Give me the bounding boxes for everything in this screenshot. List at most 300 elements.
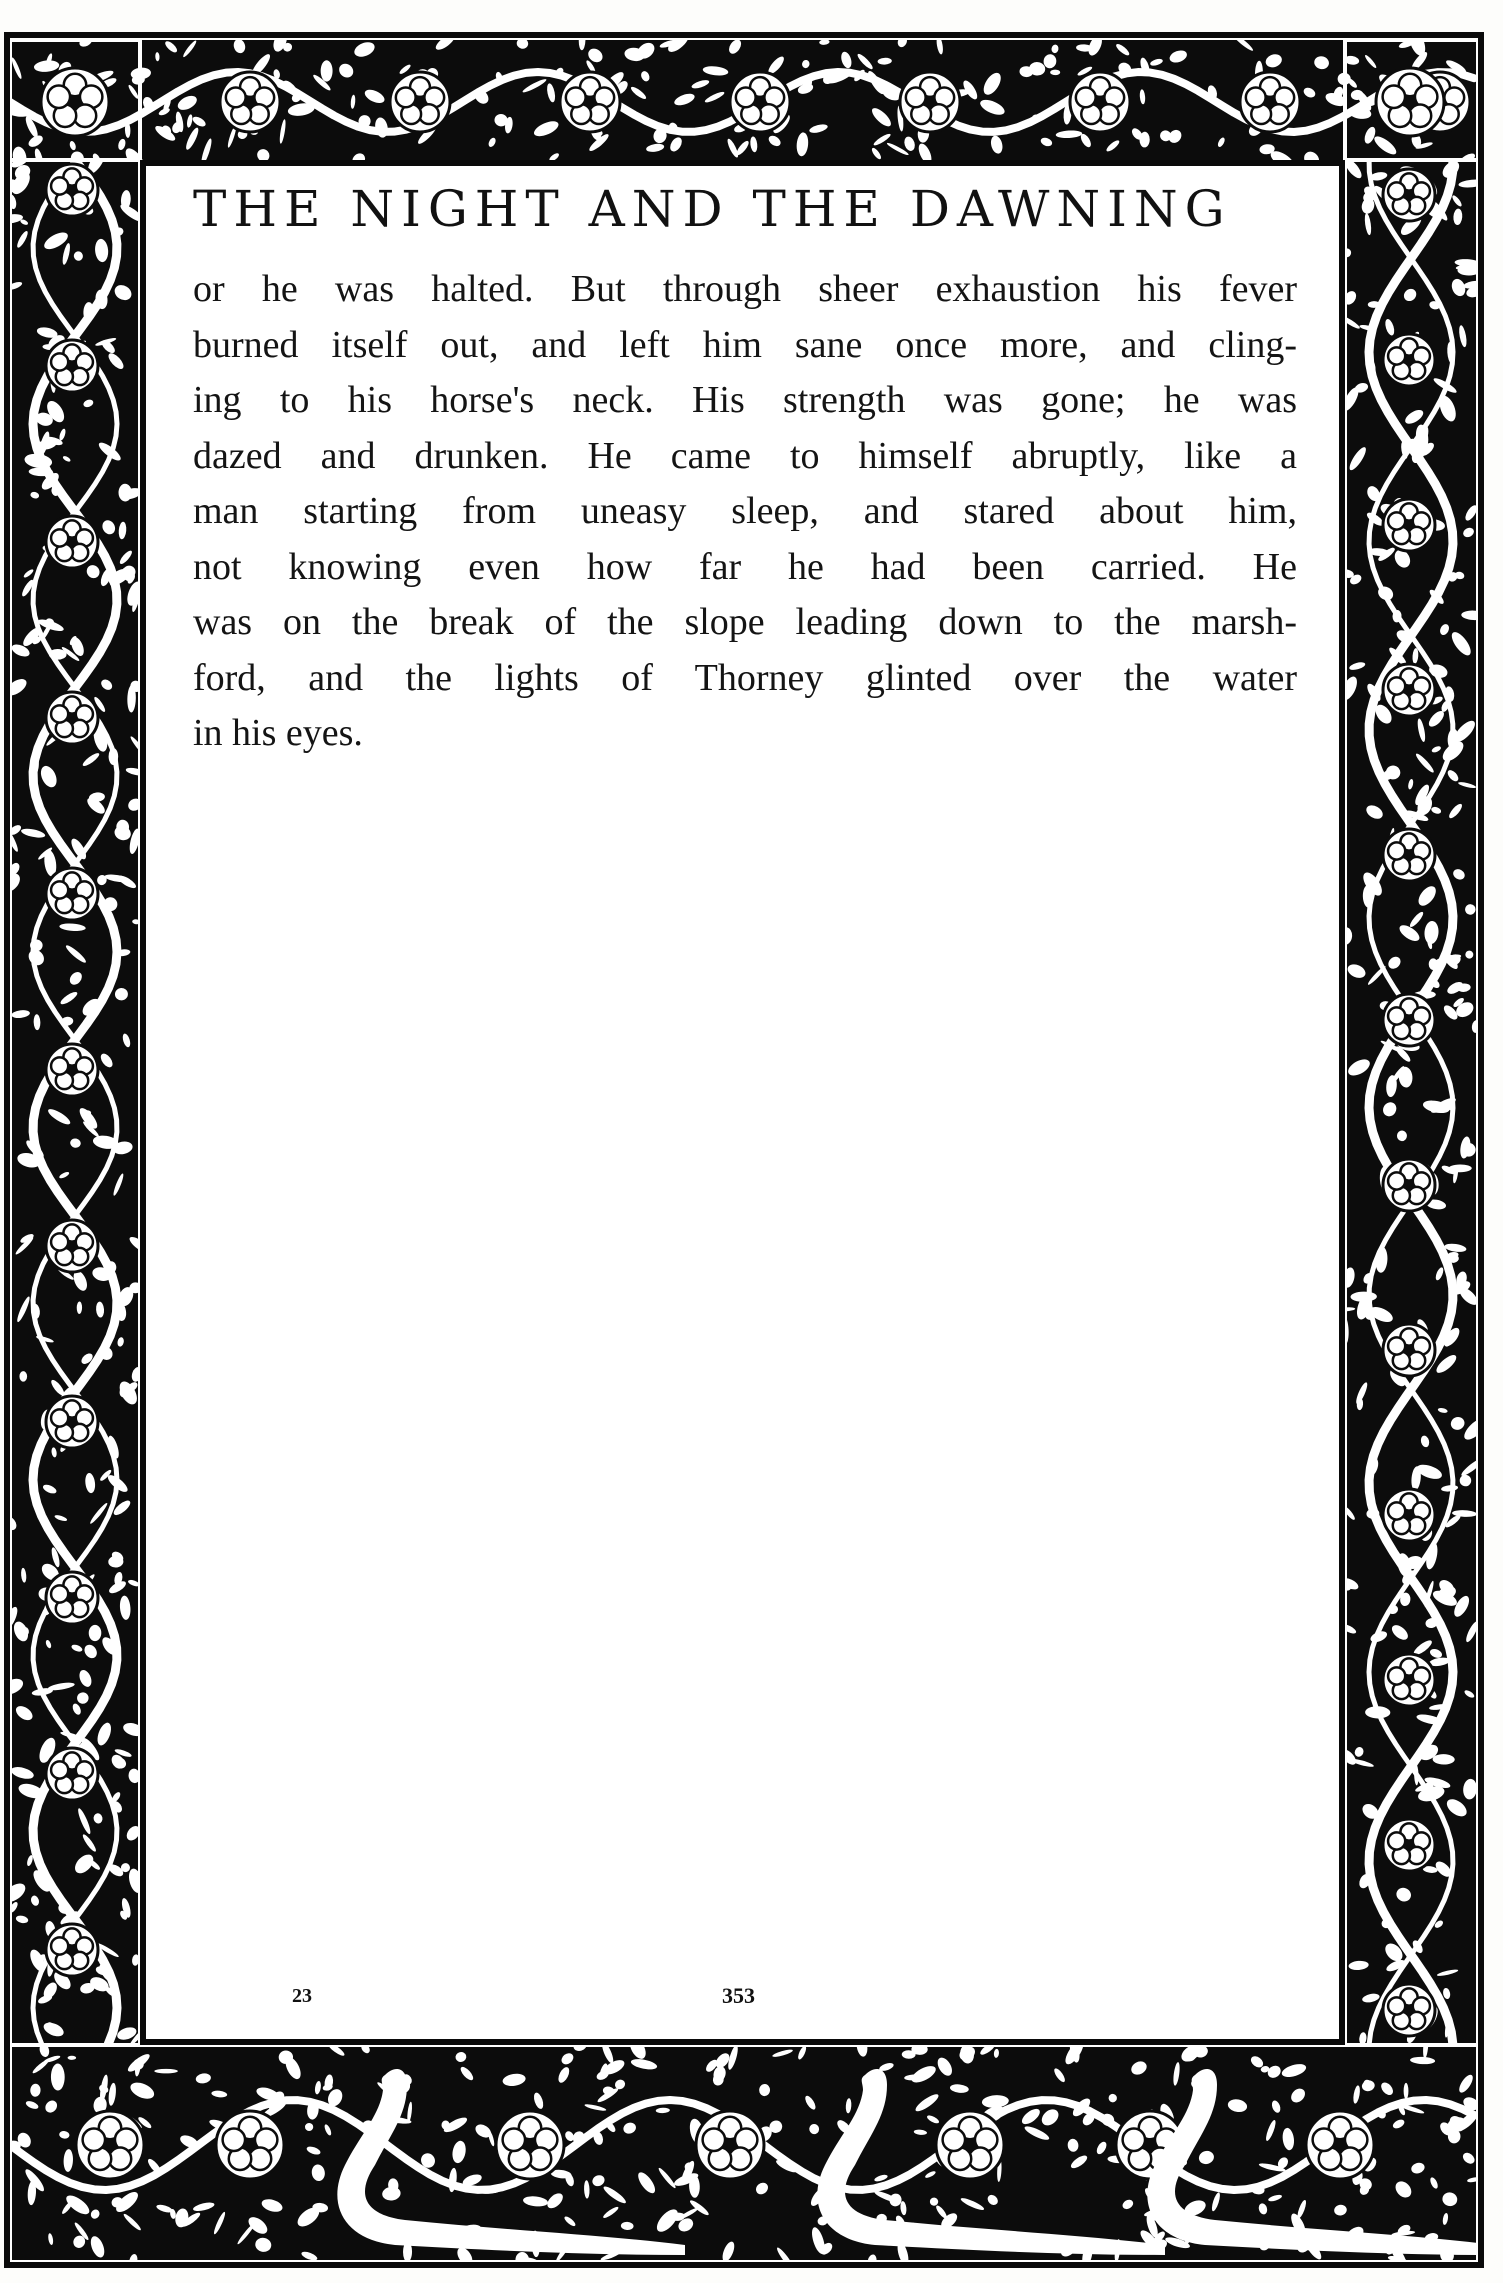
leaf-icon: [1139, 89, 1145, 104]
text-line: ford, and the lights of Thorney glinted over the water: [193, 656, 1297, 699]
leaf-icon: [1364, 213, 1373, 236]
leaf-icon: [76, 1807, 92, 1835]
leaf-icon: [926, 2114, 940, 2125]
rosette-icon: [220, 72, 280, 132]
leaf-icon: [935, 2055, 955, 2078]
leaf-icon: [30, 491, 40, 500]
leaf-icon: [1333, 2204, 1347, 2217]
leaf-icon: [1437, 1968, 1459, 1977]
leaf-icon: [121, 1033, 131, 1048]
leaf-icon: [1345, 314, 1361, 330]
leaf-icon: [630, 2057, 658, 2071]
leaf-icon: [77, 1301, 83, 1314]
leaf-icon: [59, 990, 79, 1006]
leaf-icon: [279, 119, 287, 144]
leaf-icon: [978, 97, 1007, 118]
leaf-icon: [673, 91, 696, 107]
leaf-icon: [726, 138, 740, 159]
leaf-icon: [935, 40, 944, 55]
leaf-icon: [42, 1483, 58, 1495]
leaf-icon: [1265, 2063, 1283, 2080]
rosette-icon: [560, 72, 620, 132]
leaf-icon: [1129, 2059, 1149, 2077]
leaf-icon: [59, 2130, 70, 2139]
leaf-icon: [33, 1014, 40, 1030]
leaf-icon: [454, 2051, 467, 2063]
leaf-icon: [1364, 54, 1378, 69]
leaf-icon: [1095, 2140, 1109, 2156]
leaf-icon: [112, 1173, 125, 1197]
rosette-icon: [46, 1396, 98, 1448]
leaf-icon: [1401, 286, 1418, 303]
leaf-icon: [556, 2065, 571, 2084]
leaf-icon: [1404, 2083, 1409, 2099]
leaf-icon: [704, 90, 726, 104]
leaf-icon: [184, 126, 201, 151]
rosette-icon: [1383, 994, 1435, 1046]
rosette-icon: [46, 1044, 98, 1096]
leaf-icon: [336, 61, 356, 80]
leaf-icon: [1172, 2062, 1181, 2086]
leaf-icon: [629, 85, 647, 101]
running-title: THE NIGHT AND THE DAWNING: [193, 180, 1232, 238]
leaf-icon: [1408, 910, 1425, 928]
leaf-icon: [1460, 1456, 1478, 1478]
text-line: in his eyes.: [193, 712, 363, 754]
leaf-icon: [532, 118, 561, 139]
rosette-icon: [1306, 2111, 1374, 2179]
leaf-icon: [43, 2098, 59, 2115]
leaf-icon: [321, 60, 333, 81]
leaf-icon: [1363, 125, 1378, 145]
rosette-icon: [46, 1572, 98, 1624]
leaf-icon: [68, 2056, 77, 2060]
leaf-icon: [10, 213, 24, 226]
leaf-icon: [960, 2196, 986, 2212]
leaf-icon: [1422, 2045, 1429, 2059]
leaf-icon: [61, 243, 71, 266]
leaf-icon: [211, 2090, 227, 2098]
leaf-icon: [246, 2214, 271, 2237]
leaf-icon: [1442, 2213, 1449, 2226]
leaf-icon: [1264, 2119, 1277, 2142]
leaf-icon: [19, 1371, 27, 1382]
leaf-icon: [58, 428, 66, 441]
leaf-icon: [99, 677, 114, 692]
rosette-icon: [696, 2111, 764, 2179]
leaf-icon: [118, 521, 127, 539]
leaf-icon: [89, 2208, 101, 2220]
leaf-icon: [1454, 258, 1478, 267]
leaf-icon: [1364, 803, 1385, 822]
leaf-icon: [1230, 40, 1254, 52]
leaf-icon: [54, 1514, 68, 1522]
leaf-icon: [639, 70, 651, 83]
leaf-icon: [191, 115, 207, 129]
leaf-icon: [559, 2051, 575, 2067]
leaf-icon: [521, 77, 547, 94]
leaf-icon: [1462, 1778, 1478, 1800]
leaf-icon: [1270, 2099, 1282, 2114]
leaf-icon: [600, 2045, 615, 2065]
leaf-icon: [796, 132, 810, 157]
leaf-icon: [1431, 745, 1442, 754]
leaf-icon: [1434, 1266, 1445, 1281]
leaf-icon: [657, 2166, 677, 2189]
leaf-icon: [260, 2197, 284, 2214]
leaf-icon: [1397, 1130, 1407, 1141]
leaf-icon: [77, 1668, 94, 1688]
leaf-icon: [1464, 949, 1475, 960]
leaf-icon: [236, 2221, 257, 2245]
leaf-icon: [62, 455, 71, 463]
leaf-icon: [1462, 526, 1476, 539]
leaf-icon: [1347, 445, 1369, 472]
leaf-icon: [668, 135, 684, 153]
leaf-icon: [916, 142, 934, 160]
leaf-icon: [622, 2121, 638, 2136]
leaf-icon: [30, 2084, 41, 2097]
text-line: not knowing even how far he had been carried. He: [193, 545, 1297, 588]
leaf-icon: [646, 143, 665, 153]
leaf-icon: [1410, 2056, 1435, 2064]
leaf-icon: [459, 2065, 476, 2082]
rosette-icon: [936, 2111, 1004, 2179]
leaf-icon: [11, 1009, 30, 1019]
leaf-icon: [950, 2083, 970, 2093]
leaf-icon: [89, 1625, 102, 1641]
leaf-icon: [487, 137, 497, 148]
rosette-icon: [1383, 334, 1435, 386]
leaf-icon: [720, 2240, 736, 2262]
leaf-icon: [1403, 407, 1426, 426]
leaf-icon: [1441, 1484, 1459, 1492]
leaf-icon: [108, 2083, 117, 2107]
leaf-icon: [163, 40, 178, 54]
leaf-icon: [175, 93, 199, 113]
leaf-icon: [980, 70, 1004, 98]
leaf-icon: [10, 1676, 26, 1698]
leaf-icon: [545, 2191, 566, 2212]
leaf-icon: [702, 65, 728, 77]
leaf-icon: [1353, 1746, 1365, 1758]
leaf-icon: [1463, 1689, 1475, 1699]
leaf-icon: [69, 1137, 82, 1149]
leaf-icon: [45, 1639, 52, 1649]
leaf-icon: [1461, 2151, 1477, 2166]
leaf-icon: [51, 1447, 57, 1458]
rosette-icon: [1383, 169, 1435, 221]
leaf-icon: [808, 2123, 820, 2136]
leaf-icon: [1451, 1594, 1472, 1620]
leaf-icon: [71, 1702, 82, 1716]
leaf-icon: [1407, 779, 1414, 790]
leaf-icon: [1345, 1056, 1372, 1079]
leaf-icon: [47, 2233, 53, 2245]
leaf-icon: [125, 766, 140, 777]
rosette-icon: [46, 516, 98, 568]
leaf-icon: [1023, 2124, 1051, 2142]
leaf-icon: [1415, 883, 1439, 909]
leaf-icon: [10, 1765, 35, 1781]
leaf-icon: [77, 1692, 90, 1705]
leaf-icon: [767, 134, 783, 149]
leaf-icon: [126, 796, 140, 813]
leaf-icon: [523, 2195, 549, 2207]
leaf-icon: [656, 2108, 670, 2114]
leaf-icon: [84, 563, 102, 581]
leaf-icon: [688, 2198, 710, 2217]
leaf-icon: [1457, 2073, 1476, 2095]
leaf-icon: [200, 138, 214, 160]
leaf-icon: [1438, 623, 1450, 637]
rosette-icon: [41, 68, 109, 136]
leaf-icon: [775, 2246, 795, 2262]
peacock-border-bottom-icon: [10, 2045, 1478, 2262]
body-paragraph: [193, 262, 1297, 762]
leaf-icon: [750, 136, 759, 153]
leaf-icon: [118, 549, 134, 566]
leaf-icon: [856, 52, 875, 71]
leaf-icon: [94, 238, 109, 262]
leaf-icon: [1451, 194, 1463, 208]
leaf-icon: [1227, 2098, 1248, 2114]
leaf-icon: [909, 2063, 938, 2086]
leaf-icon: [127, 685, 136, 713]
leaf-icon: [1437, 1407, 1448, 1413]
leaf-icon: [82, 1642, 99, 1660]
leaf-icon: [1384, 318, 1396, 337]
rosette-icon: [46, 868, 98, 920]
leaf-icon: [25, 2100, 40, 2111]
leaf-icon: [1446, 768, 1461, 783]
leaf-icon: [627, 2045, 649, 2061]
leaf-icon: [23, 568, 35, 579]
rosette-icon: [216, 2111, 284, 2179]
leaf-icon: [1461, 1415, 1478, 1443]
leaf-icon: [1348, 1960, 1369, 1971]
leaf-icon: [314, 2081, 322, 2095]
leaf-icon: [93, 1812, 104, 1824]
leaf-icon: [1069, 2153, 1089, 2170]
rosette-icon: [1383, 1984, 1435, 2036]
leaf-icon: [363, 87, 387, 106]
leaf-icon: [1056, 130, 1083, 139]
leaf-icon: [117, 138, 127, 151]
leaf-icon: [1352, 2085, 1361, 2104]
leaf-icon: [1442, 1987, 1451, 1999]
leaf-icon: [602, 2205, 620, 2219]
leaf-icon: [993, 2049, 999, 2058]
rosette-icon: [1376, 68, 1444, 136]
leaf-icon: [1389, 1622, 1410, 1642]
leaf-icon: [1149, 58, 1163, 67]
leaf-icon: [1397, 922, 1422, 944]
leaf-icon: [1345, 289, 1359, 307]
leaf-icon: [96, 1301, 105, 1317]
leaf-icon: [903, 135, 917, 152]
leaf-icon: [122, 145, 148, 160]
leaf-icon: [877, 57, 892, 65]
leaf-icon: [212, 2211, 227, 2235]
rosette-icon: [46, 1924, 98, 1976]
leaf-icon: [1288, 2086, 1307, 2105]
leaf-icon: [42, 2020, 66, 2039]
rosette-icon: [46, 692, 98, 744]
leaf-icon: [84, 1472, 96, 1493]
leaf-icon: [1380, 1100, 1399, 1119]
leaf-icon: [127, 1867, 140, 1894]
rosette-icon: [1240, 72, 1300, 132]
leaf-icon: [15, 1914, 29, 1924]
leaf-icon: [1040, 136, 1054, 148]
leaf-icon: [124, 1824, 140, 1843]
rosette-icon: [1383, 499, 1435, 551]
leaf-icon: [255, 147, 272, 160]
leaf-icon: [870, 147, 882, 160]
signature-mark: 23: [292, 1985, 312, 2007]
rosette-icon: [46, 164, 98, 216]
leaf-icon: [88, 2234, 107, 2259]
rosette-icon: [46, 1220, 98, 1272]
leaf-icon: [95, 1721, 114, 1747]
leaf-icon: [691, 78, 710, 90]
leaf-icon: [516, 40, 530, 50]
leaf-icon: [112, 282, 134, 303]
leaf-icon: [406, 2101, 412, 2122]
leaf-icon: [311, 2164, 326, 2182]
leaf-icon: [10, 676, 29, 699]
page-number: 353: [722, 1983, 755, 2008]
leaf-icon: [352, 40, 377, 60]
leaf-icon: [128, 2079, 157, 2102]
leaf-icon: [1168, 48, 1189, 65]
leaf-icon: [1432, 1754, 1454, 1765]
leaf-icon: [819, 40, 830, 45]
leaf-icon: [1416, 718, 1426, 743]
leaf-icon: [1461, 610, 1478, 621]
rosette-icon: [1383, 1159, 1435, 1211]
leaf-icon: [896, 40, 908, 49]
leaf-icon: [1429, 1647, 1444, 1659]
leaf-icon: [1463, 902, 1478, 917]
leaf-icon: [63, 2149, 73, 2172]
leaf-icon: [1441, 2191, 1459, 2208]
leaf-icon: [1121, 2198, 1135, 2211]
leaf-icon: [306, 2145, 322, 2156]
rosette-icon: [46, 340, 98, 392]
leaf-icon: [1372, 133, 1399, 157]
leaf-icon: [1412, 648, 1419, 664]
leaf-icon: [81, 1833, 98, 1853]
leaf-icon: [900, 2201, 907, 2216]
leaf-icon: [1392, 2178, 1414, 2200]
leaf-icon: [1313, 55, 1331, 71]
leaf-icon: [38, 763, 60, 789]
leaf-icon: [1302, 86, 1317, 100]
floral-border-left-icon: [10, 160, 140, 2045]
leaf-icon: [1448, 629, 1474, 658]
leaf-icon: [1264, 52, 1284, 69]
leaf-icon: [1429, 2176, 1439, 2190]
leaf-icon: [1414, 752, 1435, 774]
leaf-icon: [118, 484, 131, 502]
leaf-icon: [305, 2123, 314, 2131]
leaf-icon: [924, 2170, 936, 2179]
leaf-icon: [839, 50, 853, 69]
rosette-icon: [1383, 664, 1435, 716]
leaf-icon: [1043, 54, 1057, 69]
leaf-icon: [754, 2180, 771, 2196]
leaf-icon: [1386, 954, 1403, 971]
leaf-icon: [67, 970, 84, 987]
leaf-icon: [1430, 806, 1442, 815]
leaf-icon: [1210, 2192, 1221, 2212]
leaf-icon: [801, 59, 810, 69]
leaf-icon: [186, 114, 193, 128]
rosette-icon: [496, 2111, 564, 2179]
leaf-icon: [1391, 2118, 1405, 2130]
leaf-icon: [20, 1568, 26, 1583]
leaf-icon: [1348, 661, 1366, 672]
leaf-icon: [1458, 325, 1468, 348]
rosette-icon: [390, 72, 450, 132]
leaf-icon: [487, 2130, 495, 2147]
leaf-icon: [1217, 136, 1227, 148]
leaf-icon: [1447, 802, 1464, 820]
leaf-icon: [1458, 781, 1477, 789]
rosette-icon: [730, 72, 790, 132]
text-line: was on the break of the slope leading down to the marsh-: [193, 601, 1297, 643]
leaf-icon: [1345, 160, 1364, 181]
text-line: man starting from uneasy sleep, and stared about him,: [193, 490, 1297, 532]
leaf-icon: [119, 1595, 131, 1620]
floral-border-top-icon: [10, 40, 1478, 160]
leaf-icon: [1361, 1992, 1380, 2004]
leaf-icon: [1051, 44, 1059, 54]
leaf-icon: [11, 145, 28, 160]
leaf-icon: [602, 2184, 628, 2205]
leaf-icon: [81, 751, 101, 768]
leaf-icon: [451, 2140, 468, 2165]
leaf-icon: [279, 2050, 293, 2064]
leaf-icon: [803, 2094, 817, 2111]
text-line: burned itself out, and left him sane once more, and cling-: [193, 323, 1297, 366]
leaf-icon: [1105, 139, 1121, 153]
leaf-icon: [323, 2124, 332, 2137]
leaf-icon: [502, 2072, 527, 2087]
leaf-icon: [127, 84, 140, 100]
leaf-icon: [195, 2072, 212, 2084]
leaf-icon: [1410, 2161, 1426, 2175]
leaf-icon: [1464, 1620, 1478, 1644]
leaf-icon: [1394, 1885, 1413, 1903]
leaf-icon: [1463, 503, 1478, 522]
rosette-icon: [1383, 829, 1435, 881]
leaf-icon: [1453, 208, 1463, 225]
leaf-icon: [58, 1171, 70, 1180]
leaf-icon: [59, 923, 86, 932]
leaf-icon: [913, 2092, 940, 2114]
rosette-icon: [1070, 72, 1130, 132]
floral-border-right-icon: [1345, 160, 1478, 2045]
leaf-icon: [100, 518, 118, 537]
leaf-icon: [1257, 2202, 1268, 2215]
leaf-icon: [350, 151, 368, 160]
leaf-icon: [15, 1295, 31, 1323]
leaf-icon: [869, 105, 893, 129]
leaf-icon: [808, 123, 828, 135]
